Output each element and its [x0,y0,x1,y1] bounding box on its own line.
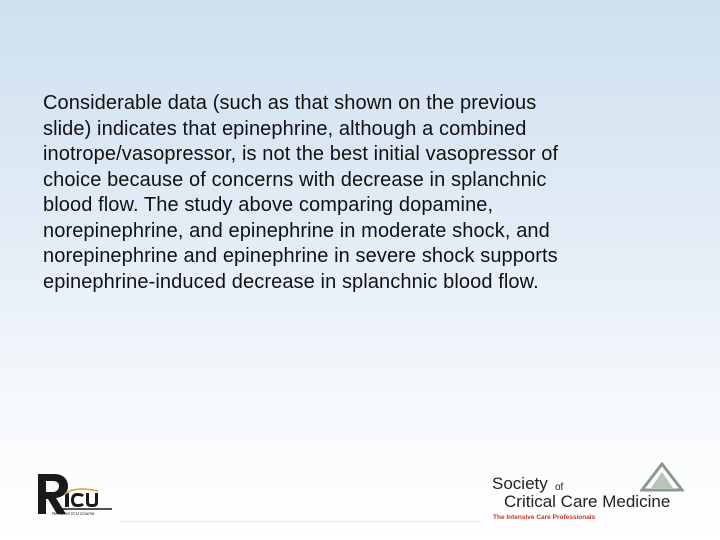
ricu-tagline: Resident ICU Course [52,511,95,516]
sccm-tagline: The Intensive Care Professionals [493,514,596,521]
sccm-name-label: Critical Care Medicine [504,492,671,511]
sccm-of-label: of [555,482,564,493]
slide-body-text: Considerable data (such as that shown on the previous slide) indicates that epinephrine, although a combined inotrope/vasopressor, is not the best initial vasopressor of choice because of concerns with decrease in splanchnic blood flow. The study above comparing dopamine, norepinephrine, and epinephrine in moderate shock, and norepinephrine and epinephrine in severe shock supports epinephrine-induced decrease in splanchnic blood flow. [43,92,559,293]
sccm-society-label: Society [492,474,548,493]
sccm-triangle-icon [640,462,684,492]
footer-divider [120,521,480,522]
